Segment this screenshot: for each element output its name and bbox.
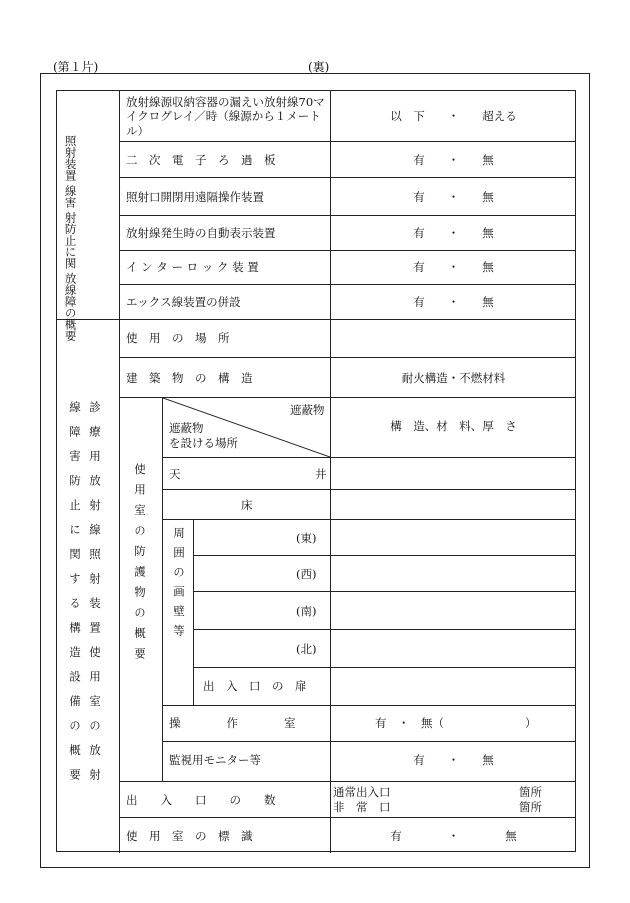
row-line xyxy=(119,817,576,818)
row-line xyxy=(193,591,576,592)
row-line xyxy=(162,489,576,490)
row-label: エックス線装置の併設 xyxy=(126,295,241,309)
row-value: 有 ・ 無 xyxy=(413,260,494,274)
row-value: 有 ・ 無 xyxy=(413,190,494,204)
ceiling-label: 天 xyxy=(169,467,181,481)
column-divider xyxy=(119,91,120,853)
row-line xyxy=(119,215,576,216)
wall-east: (東) xyxy=(296,531,317,545)
wall-south: (南) xyxy=(296,604,317,618)
section2-title-col: 診療用放射線照射装置使用室の放射 xyxy=(88,401,102,793)
row-label: イ ン タ ー ロ ッ ク 装 置 xyxy=(126,260,259,274)
side-label: (裏) xyxy=(308,60,330,74)
row-line xyxy=(193,667,576,668)
row-line xyxy=(193,555,576,556)
row-label: 放射線発生時の自動表示装置 xyxy=(126,226,276,240)
control-room-value: 有 ・ 無（ xyxy=(375,716,444,730)
row-line xyxy=(162,741,576,742)
row-line xyxy=(162,457,576,458)
row-value: 以 下 ・ 超える xyxy=(390,109,517,123)
place-label: 使 用 の 場 所 xyxy=(126,331,230,345)
row-line xyxy=(193,629,576,630)
column-divider xyxy=(193,519,194,705)
exits-emergency: 非 常 口 xyxy=(333,800,391,814)
row-value: 有 ・ 無 xyxy=(413,153,494,167)
row-line xyxy=(119,357,576,358)
row-label: 放射線源収納容器の漏えい放射線70マイクログレイ／時（線源から１メートル） xyxy=(126,95,325,138)
exits-unit: 箇所 xyxy=(519,800,542,814)
sign-value: 有 ・ 無 xyxy=(390,829,517,843)
row-line xyxy=(162,519,576,520)
row-label: 照射口開閉用遠隔操作装置 xyxy=(126,190,264,204)
row-label: 二 次 電 子 ろ 過 板 xyxy=(126,153,276,167)
row-line xyxy=(119,141,576,142)
section2-title-col: 線障害防止に関する構造設備の概要 xyxy=(68,401,82,793)
building-label: 建 築 物 の 構 造 xyxy=(126,371,253,385)
room-column: 使用室の防護物の概要 xyxy=(133,463,147,668)
wall-north: (北) xyxy=(296,642,317,656)
row-value: 有 ・ 無 xyxy=(413,226,494,240)
control-room-label: 操 作 室 xyxy=(169,716,296,730)
exits-unit: 箇所 xyxy=(519,785,542,799)
control-room-close: ） xyxy=(525,716,537,730)
row-line xyxy=(119,177,576,178)
sign-label: 使 用 室 の 標 識 xyxy=(126,829,253,843)
row-line xyxy=(162,705,576,706)
row-value: 有 ・ 無 xyxy=(413,295,494,309)
wall-west: (西) xyxy=(296,567,317,581)
diag-left-2: を設ける場所 xyxy=(169,436,238,450)
form-sheet xyxy=(40,73,590,868)
row-line xyxy=(119,284,576,285)
exits-label: 出 入 口 の 数 xyxy=(126,793,276,807)
door-label: 出 入 口 の 扉 xyxy=(203,679,307,693)
column-divider xyxy=(330,91,331,853)
monitor-value: 有 ・ 無 xyxy=(413,753,494,767)
floor-label: 床 xyxy=(241,498,253,512)
monitor-label: 監視用モニター等 xyxy=(169,753,261,767)
ceiling-label-2: 井 xyxy=(315,467,327,481)
exits-normal: 通常出入口 xyxy=(333,785,391,799)
building-value: 耐火構造・不燃材料 xyxy=(401,371,506,385)
diag-left-1: 遮蔽物 xyxy=(169,421,204,435)
section-line xyxy=(57,319,576,320)
walls-column: 周囲の画壁等 xyxy=(172,527,186,644)
sheet-number: (第１片) xyxy=(53,60,99,74)
diag-value: 構 造、材 料、厚 さ xyxy=(390,419,517,433)
row-line xyxy=(119,250,576,251)
form-table xyxy=(56,90,576,852)
section1-title: 照射装置 線害 射防止に関 放線障の概要 xyxy=(63,135,78,342)
diag-top: 遮蔽物 xyxy=(290,403,325,417)
row-line xyxy=(119,781,576,782)
